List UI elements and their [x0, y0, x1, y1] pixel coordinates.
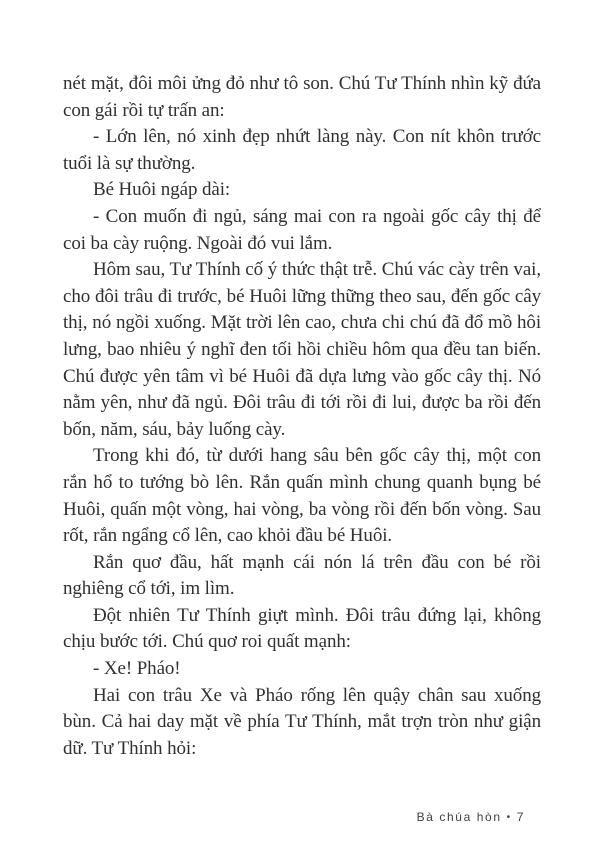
paragraph: Hôm sau, Tư Thính cố ý thức thật trễ. Chú vác cày trên vai, cho đôi trâu đi trước, bé Huôi lững thững theo sau, đến gốc cây thị, nó ngồi xuống. Mặt trời lên cao, chưa chi chú đã đổ mồ hôi lưng, bao nhiêu ý nghĩ đen tối hồi chiều hôm qua đều tan biến. Chú được yên tâm vì bé Huôi đã dựa lưng vào gốc cây thị. Nó nằm yên, như đã ngủ. Đôi trâu đi tới rồi đi lui, được ba rồi đến bốn, năm, sáu, bảy luống cày. — [63, 259, 541, 440]
paragraph: - Xe! Pháo! — [93, 658, 181, 680]
page-number: 7 — [516, 810, 525, 824]
page-footer — [417, 810, 525, 824]
paragraph: Hai con trâu Xe và Pháo rống lên quậy chân sau xuống bùn. Cả hai day mặt về phía Tư Thính, mắt trợn tròn như giận dữ. Tư Thính hỏi: — [63, 684, 541, 759]
footer-separator-icon: • — [506, 812, 512, 823]
paragraph: Bé Huôi ngáp dài: — [93, 179, 231, 201]
running-title: Bà chúa hòn — [416, 810, 502, 824]
paragraph: - Con muốn đi ngủ, sáng mai con ra ngoài gốc cây thị để coi ba cày ruộng. Ngoài đó vui lắm. — [63, 205, 541, 254]
body-text — [63, 71, 541, 762]
paragraph: nét mặt, đôi môi ửng đỏ như tô son. Chú Tư Thính nhìn kỹ đứa con gái rồi tự trấn an: — [63, 73, 541, 121]
paragraph: Đột nhiên Tư Thính giựt mình. Đôi trâu đứng lại, không chịu bước tới. Chú quơ roi quất mạnh: — [63, 604, 541, 653]
paragraph: Rắn quơ đầu, hất mạnh cái nón lá trên đầu con bé rồi nghiêng cổ tới, im lìm. — [63, 551, 541, 600]
paragraph: - Lớn lên, nó xinh đẹp nhứt làng này. Con nít khôn trước tuổi là sự thường. — [63, 126, 541, 174]
paragraph: Trong khi đó, từ dưới hang sâu bên gốc cây thị, một con rắn hổ to tướng bò lên. Rắn quấn mình chung quanh bụng bé Huôi, quấn một vòng, hai vòng, ba vòng rồi đến bốn vòng. Sau rốt, rắn ngẩng cổ lên, cao khỏi đầu bé Huôi. — [63, 445, 541, 547]
